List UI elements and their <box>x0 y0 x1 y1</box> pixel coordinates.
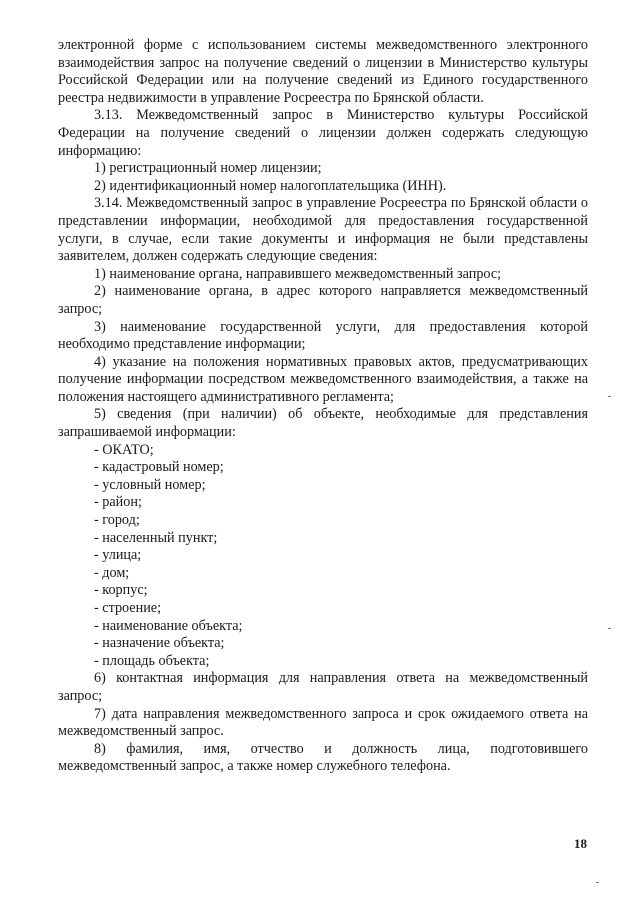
scan-speck <box>596 882 599 883</box>
scan-speck <box>608 396 611 397</box>
sublist-item-structure: - строение; <box>94 600 162 616</box>
sublist-item-street: - улица; <box>94 547 142 564</box>
sublist-item-house: - дом; <box>94 564 130 581</box>
list-item-contact-info: 6) контактная информация для направления ответа на межведомственный запрос; <box>58 670 588 704</box>
list-item-addressee-body: 2) наименование органа, в адрес которого направляется межведомственный запрос; <box>58 283 588 317</box>
list-item-inn: 2) идентификационный номер налогоплательщика (ИНН). <box>94 177 447 194</box>
sublist-item-okato: - ОКАТО; <box>94 441 154 458</box>
sublist-item-cadastral: - кадастровый номер; <box>94 459 224 476</box>
sublist-item-object-name: - наименование объекта; <box>94 617 243 634</box>
paragraph-3-14: 3.14. Межведомственный запрос в управление Росреестра по Брянской области о представлении информации, необходимой для предоставления государственной услуги, в случае, если такие документы и информация не были представлены заявителем, должен содержать следующие сведения: <box>58 195 588 265</box>
sublist-item-city: - город; <box>94 512 140 529</box>
list-item-legal-acts: 4) указание на положения нормативных правовых актов, предусматривающих получение информации посредством межведомственного взаимодействия, а также на положения настоящего административного регламента; <box>58 353 588 405</box>
scan-speck <box>608 628 611 629</box>
sublist-item-building: - корпус; <box>94 582 148 599</box>
list-item-license-number: 1) регистрационный номер лицензии; <box>94 160 322 177</box>
paragraph-3-13: 3.13. Межведомственный запрос в Министерство культуры Российской Федерации на получение сведений о лицензии должен содержать следующую информацию: <box>58 107 588 159</box>
list-item-object-info: 5) сведения (при наличии) об объекте, необходимые для представления запрашиваемой информации: <box>58 406 588 441</box>
document-body <box>58 37 588 776</box>
list-item-responsible-person: 8) фамилия, имя, отчество и должность лица, подготовившего межведомственный запрос, а также номер служебного телефона. <box>58 740 588 775</box>
list-item-date-and-deadline: 7) дата направления межведомственного запроса и срок ожидаемого ответа на межведомственный запрос. <box>58 705 588 740</box>
page-number: 18 <box>574 836 587 851</box>
sublist-item-conditional: - условный номер; <box>94 476 206 493</box>
paragraph-continuation: электронной форме с использованием системы межведомственного электронного взаимодействия запрос на получение сведений о лицензии в Министерство культуры Российской Федерации или на получение сведений из Единого государственного реестра недвижимости в управление Росреестра по Брянской области. <box>58 37 588 106</box>
list-item-service-name: 3) наименование государственной услуги, для предоставления которой необходимо представление информации; <box>58 318 588 353</box>
list-item-requesting-body: 1) наименование органа, направившего межведомственный запрос; <box>94 265 502 282</box>
sublist-item-district: - район; <box>94 494 142 511</box>
sublist-item-settlement: - населенный пункт; <box>94 529 218 546</box>
sublist-item-object-purpose: - назначение объекта; <box>94 635 225 652</box>
sublist-item-object-area: - площадь объекта; <box>94 652 210 669</box>
